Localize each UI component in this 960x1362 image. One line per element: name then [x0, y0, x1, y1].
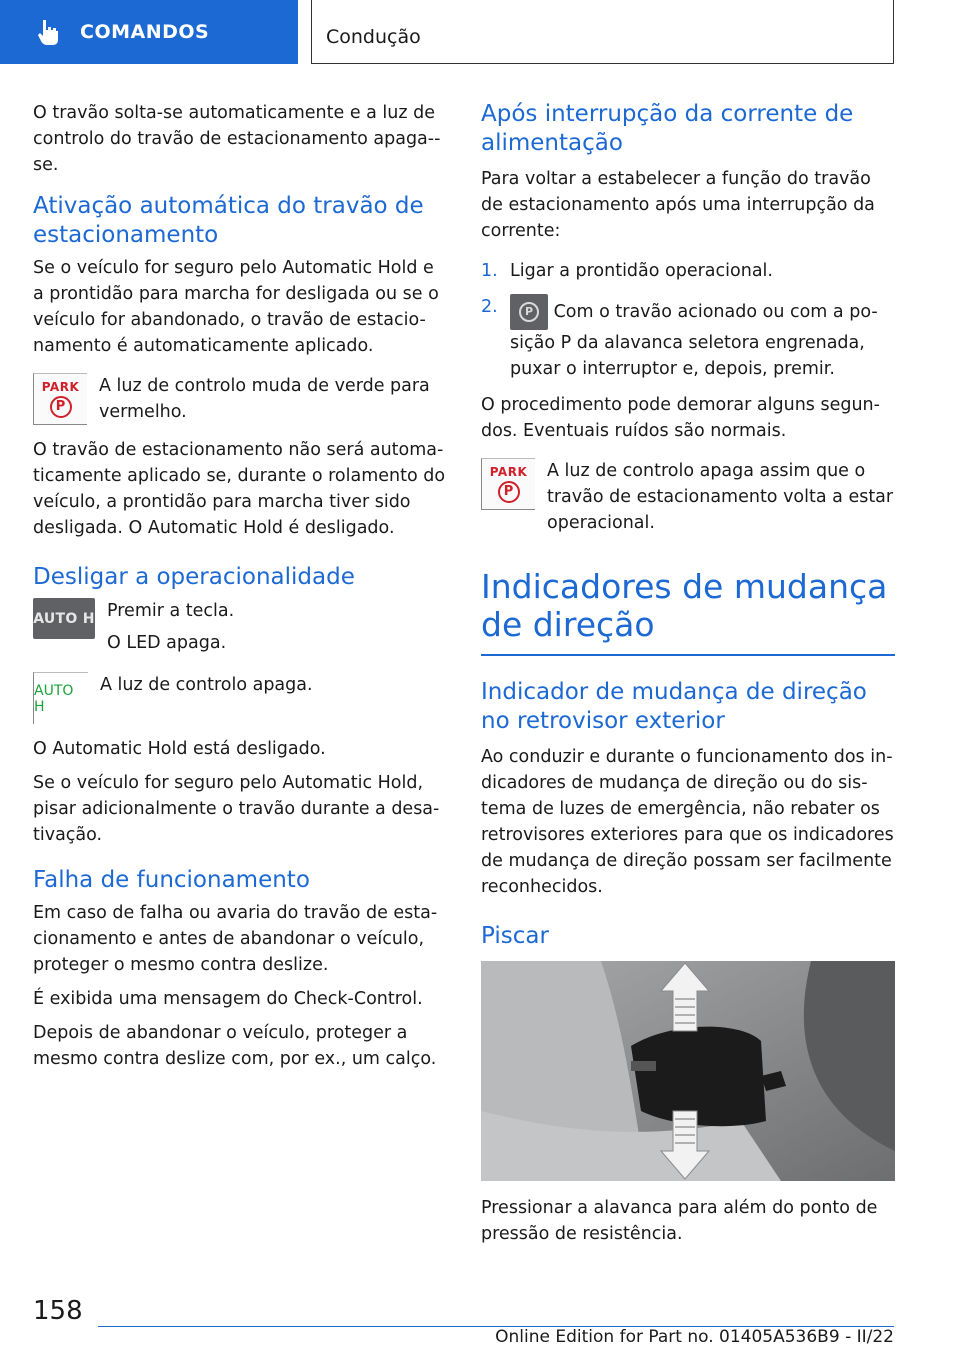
intro-paragraph: O travão solta-se automaticamente e a luz de controlo do travão de estacionamento apaga--se. [33, 103, 441, 175]
list-item [481, 294, 895, 382]
park-lamp-label: PARK [41, 379, 80, 394]
park-brake-lamp-icon [481, 458, 535, 510]
mirror-indicator-heading: Indicador de mudança de direção no retrovisor exterior [481, 678, 867, 734]
step-content [510, 294, 895, 382]
autoh-lamp-row [33, 672, 447, 724]
section-divider [481, 654, 895, 656]
press-key-text: Premir a tecla. [107, 601, 235, 621]
autoh-key-row [33, 598, 447, 656]
step-number: 2. [481, 297, 498, 317]
left-column [33, 100, 447, 1080]
malfunction-text-2: É exibida uma mensagem do Check-Control. [33, 989, 423, 1009]
malfunction-heading: Falha de funcionamento [33, 867, 310, 893]
procedure-text: O procedimento pode demorar alguns segun-dos. Eventuais ruídos são normais. [481, 395, 880, 441]
auto-hold-button-icon: AUTO H [33, 598, 95, 639]
flash-text: Pressionar a alavanca para além do ponto de pressão de resistência. [481, 1197, 878, 1244]
steps-list [481, 258, 895, 382]
section-title: COMANDOS [80, 21, 210, 43]
park-lamp-letter: P [50, 396, 72, 418]
turn-signal-heading: Indicadores de mudança de direção [481, 567, 888, 644]
section-tab [0, 0, 298, 64]
turn-signal-lever-illustration [481, 961, 895, 1181]
malfunction-text-1: Em caso de falha ou avaria do travão de esta-cionamento e antes de abandonar o veículo, proteger o mesmo contra deslize. [33, 903, 438, 975]
chapter-header [311, 0, 894, 64]
park-light-text: A luz de controlo muda de verde para vermelho. [99, 376, 430, 422]
power-interruption-text: Para voltar a estabelecer a função do travão de estacionamento após uma interrupção da corrente: [481, 169, 875, 241]
park-lamp-label: PARK [489, 464, 528, 479]
park-brake-lamp-icon [33, 373, 87, 425]
step-text: Ligar a prontidão operacional. [510, 261, 773, 281]
right-column [481, 100, 895, 1255]
park-off-text: A luz de controlo apaga assim que o travão de estacionamento volta a estar operacional. [547, 461, 894, 533]
not-applied-text: O travão de estacionamento não será automa-ticamente aplicado se, durante o rolamento do veículo, a prontidão para marcha tiver sido desligada. O Automatic Hold é desligado. [33, 440, 446, 538]
step-text: Com o travão acionado ou com a po-sição P da alavanca seletora engrenada, puxar o interruptor e, depois, premir. [510, 302, 878, 379]
flash-heading: Piscar [481, 922, 549, 949]
hold-off-text: O Automatic Hold está desligado. [33, 739, 326, 759]
malfunction-text-3: Depois de abandonar o veículo, proteger a mesmo contra deslize com, por ex., um calço. [33, 1023, 437, 1069]
brake-switch-letter: P [519, 302, 539, 322]
power-interruption-heading: Após interrupção da corrente de alimentação [481, 101, 854, 156]
park-light-row [33, 373, 447, 425]
park-lamp-letter: P [498, 481, 520, 503]
edition-footer: Online Edition for Part no. 01405A536B9 - II/22 [495, 1327, 894, 1347]
lamp-off-text: A luz de controlo apaga. [100, 675, 313, 695]
auto-activation-heading: Ativação automática do travão de estacionamento [33, 193, 424, 248]
led-off-text: O LED apaga. [107, 633, 227, 653]
lever-illustration-graphic [481, 961, 895, 1181]
auto-activation-text: Se o veículo for seguro pelo Automatic Hold e a prontidão para marcha for desligada ou se o veículo for abandonado, o travão de estacio-namento é automaticamente aplicado. [33, 258, 439, 356]
page-number: 158 [33, 1296, 83, 1326]
park-off-row [481, 458, 895, 536]
hold-brake-text: Se o veículo for seguro pelo Automatic Hold, pisar adicionalmente o travão durante a desa-tivação. [33, 773, 440, 845]
chapter-title: Condução [326, 26, 421, 48]
list-item [481, 258, 895, 284]
auto-hold-lamp-icon: AUTO H [33, 672, 88, 724]
mirror-indicator-text: Ao conduzir e durante o funcionamento dos in-dicadores de mudança de direção ou do sis-tema de luzes de emergência, não rebater os retrovisores exteriores para que os indicadores de mudança de direção possam ser facilmente reconhecidos. [481, 746, 894, 897]
step-number: 1. [481, 261, 498, 281]
parking-brake-switch-icon [510, 294, 548, 330]
hand-pointer-icon [36, 18, 62, 46]
deactivate-heading: Desligar a operacionalidade [33, 564, 355, 590]
